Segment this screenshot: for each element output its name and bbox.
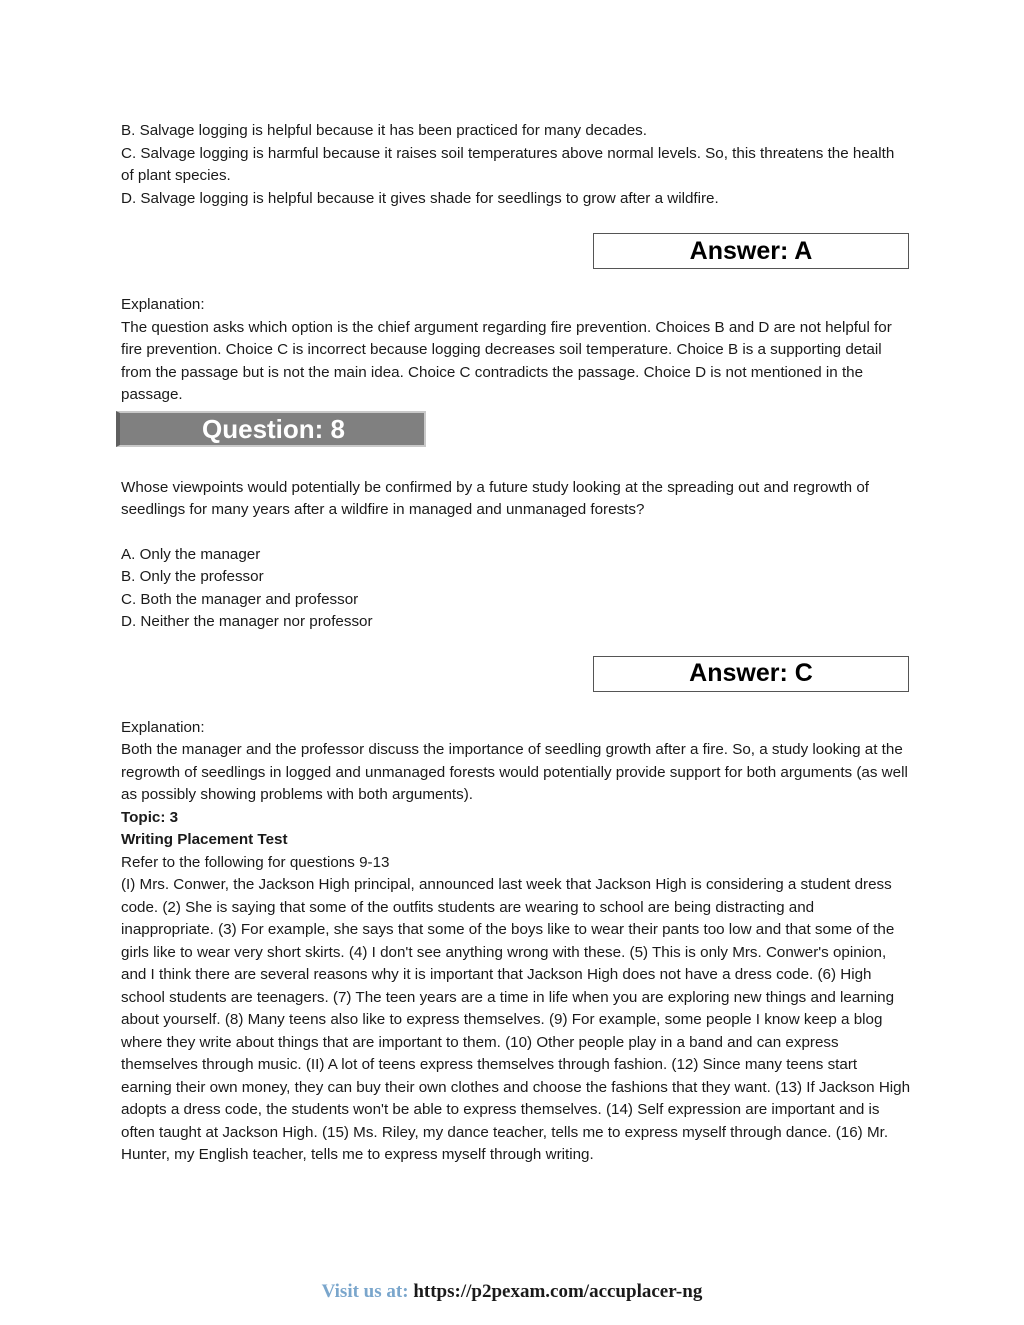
q7-option-b: B. Salvage logging is helpful because it has been practiced for many decades. (121, 122, 647, 139)
q7-answer-label: Answer: A (689, 236, 813, 265)
q7-explanation-text: The question asks which option is the chief argument regarding fire prevention. Choices B and D are not helpful for fire prevention. Choice C is incorrect because logging decreases soil temperature. Choice B is a supporting detail from the passage but is not the main idea. Choice C contradicts the passage. Choice D is not mentioned in the passage. (121, 318, 892, 403)
q7-explanation-label: Explanation: (121, 296, 205, 313)
question-8-title: Question: 8 (202, 413, 346, 444)
section-title: Writing Placement Test (121, 831, 288, 848)
q7-answer-box (593, 233, 909, 269)
q8-option-a: A. Only the manager (121, 545, 261, 563)
page-content (121, 120, 911, 1167)
question-8-header (116, 411, 426, 447)
topic-label: Topic: 3 (121, 808, 179, 826)
q8-answer-box (593, 656, 909, 692)
passage-text: (I) Mrs. Conwer, the Jackson High principal, announced last week that Jackson High is considering a student dress code. (2) She is saying that some of the outfits students are wearing to school are being distracting and inappropriate. (3) For example, she says that some of the boys like to wear their pants too low and that some of the girls like to wear very short skirts. (4) I don't see anything wrong with these. (5) This is only Mrs. Conwer's opinion, and I think there are several reasons why it is important that Jackson High does not have a dress code. (6) High school students are teenagers. (7) The teen years are a time in life when you are exploring new things and learning about yourself. (8) Many teens also like to express themselves. (9) For example, some people I know keep a blog where they write about things that are important to them. (10) Other people play in a band and can express themselves through music. (II) A lot of teens express themselves through fashion. (12) Since many teens start earning their own money, they can buy their own clothes and choose the fashions that they want. (13) If Jackson High adopts a dress code, the students won't be able to express themselves. (14) Self expression are important and is often taught at Jackson High. (15) Ms. Riley, my dance teacher, tells me to express myself through dance. (16) Mr. Hunter, my English teacher, tells me to express myself through writing. (121, 876, 911, 1163)
footer-url-link[interactable]: https://p2pexam.com/accuplacer-ng (413, 1281, 703, 1302)
q8-explanation-text: Both the manager and the professor discuss the importance of seedling growth after a fire. So, a study looking at the regrowth of seedlings in logged and unmanaged forests would potentially provide support for both arguments (as well as possibly showing problems with both arguments). (121, 741, 908, 803)
q8-question-text: Whose viewpoints would potentially be confirmed by a future study looking at the spreading out and regrowth of seedlings for many years after a wildfire in managed and unmanaged forests? (121, 478, 869, 518)
q8-answer-label: Answer: C (689, 659, 813, 687)
q8-option-b: B. Only the professor (121, 568, 264, 585)
q7-option-c: C. Salvage logging is harmful because it raises soil temperatures above normal levels. So, this threatens the health of plant species. (121, 144, 895, 184)
q8-explanation-label: Explanation: (121, 718, 205, 736)
footer-visit-label: Visit us at: (321, 1281, 409, 1302)
refer-text: Refer to the following for questions 9-13 (121, 853, 390, 871)
q7-option-d: D. Salvage logging is helpful because it gives shade for seedlings to grow after a wildfire. (121, 189, 719, 207)
footer (0, 1281, 1024, 1303)
q8-option-c: C. Both the manager and professor (121, 590, 359, 608)
q8-option-d: D. Neither the manager nor professor (121, 613, 373, 630)
